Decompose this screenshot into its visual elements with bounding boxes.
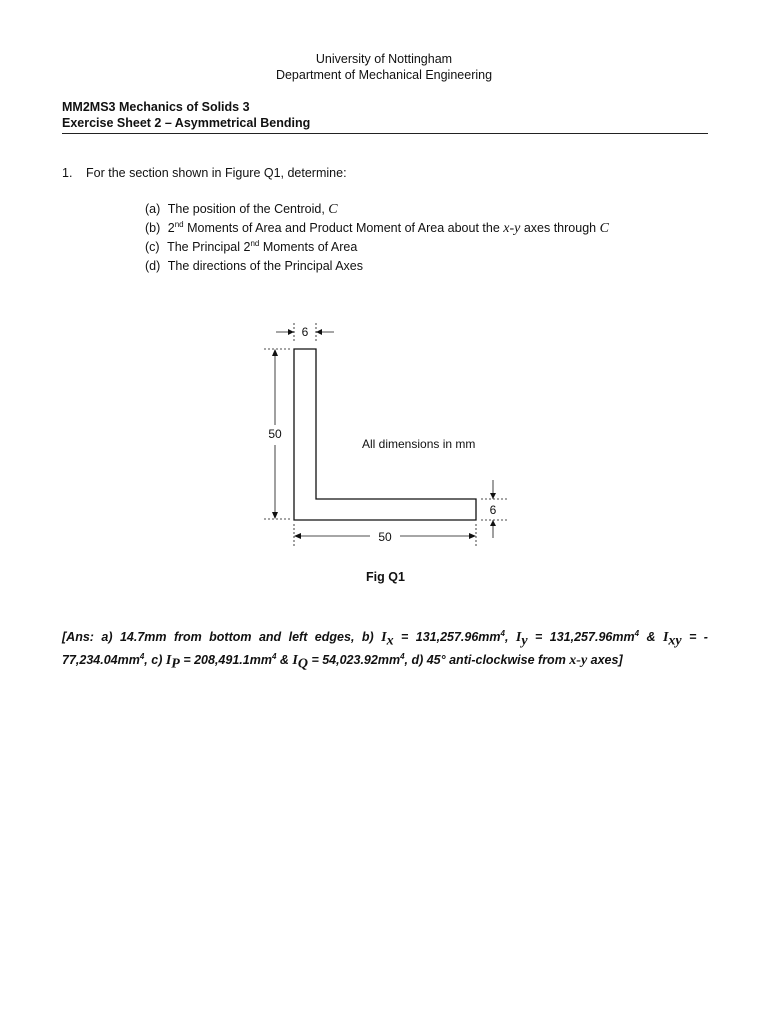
part-label: (d) (145, 259, 161, 273)
dim-label-left: 50 (268, 427, 282, 441)
part-text: The directions of the Principal Axes (167, 259, 364, 273)
part-text: Moments of Area (259, 240, 358, 254)
superscript: nd (174, 219, 184, 229)
arrowhead (469, 533, 476, 539)
ix-subscript: x (386, 633, 394, 649)
arrowhead (288, 329, 294, 335)
iq-subscript: Q (297, 656, 308, 672)
arrowhead (490, 493, 496, 499)
centroid-symbol: C (599, 221, 609, 236)
part-label: (c) (145, 240, 160, 254)
question-prompt: For the section shown in Figure Q1, determine: (86, 166, 347, 180)
exponent: 4 (500, 628, 505, 638)
part-label: (b) (145, 221, 161, 235)
part-text: The Principal 2 (167, 240, 251, 254)
iq-value: = 54,023.92mm (307, 653, 401, 667)
sheet-title: Exercise Sheet 2 – Asymmetrical Bending (62, 116, 311, 130)
university-name: University of Nottingham (315, 52, 453, 66)
part-text: The position of the Centroid, (167, 202, 329, 216)
exponent: 4 (139, 651, 145, 661)
arrowhead (490, 520, 496, 526)
part-text: 2 (167, 221, 175, 235)
l-section-outline (294, 349, 476, 520)
ix-symbol: I (381, 630, 387, 645)
ixy-value-cont: 77,234.04mm (62, 653, 140, 667)
superscript: nd (250, 238, 260, 248)
iy-value: = 131,257.96mm (527, 630, 635, 644)
ixy-symbol: I (662, 630, 669, 645)
separator: & (276, 653, 293, 667)
answer-text: axes] (587, 653, 623, 667)
arrowhead (272, 349, 278, 356)
ixy-value: = - (681, 630, 708, 644)
answer-line-2 (62, 650, 708, 671)
iy-symbol: I (515, 630, 522, 645)
arrowhead (316, 329, 322, 335)
dim-label-bottom: 50 (378, 530, 392, 544)
part-text: Moments of Area and Product Moment of Area about the (183, 221, 504, 235)
centroid-symbol: C (328, 202, 338, 217)
iq-symbol: I (292, 653, 298, 668)
answer-text: , d) 45° anti-clockwise from (404, 653, 570, 667)
part-text: axes through (520, 221, 600, 235)
ip-value: = 208,491.1mm (179, 653, 272, 667)
dim-label-top: 6 (301, 325, 309, 339)
part-label: (a) (145, 202, 161, 216)
arrowhead (294, 533, 301, 539)
ip-symbol: I (165, 653, 172, 668)
answer-line-1 (62, 627, 708, 648)
ip-subscript: P (171, 656, 180, 672)
question-number: 1. (62, 166, 73, 180)
axes-symbol: x-y (503, 221, 521, 236)
module-title: MM2MS3 Mechanics of Solids 3 (62, 100, 250, 114)
iy-subscript: y (521, 633, 528, 649)
exponent: 4 (634, 628, 640, 638)
exponent: 4 (271, 651, 277, 661)
arrowhead (272, 512, 278, 519)
answer-text: , c) (144, 653, 166, 667)
separator: & (639, 630, 663, 644)
figure-caption: Fig Q1 (366, 570, 405, 584)
ix-value: = 131,257.96mm (393, 630, 501, 644)
dim-label-right: 6 (489, 503, 497, 517)
department-name: Department of Mechanical Engineering (275, 68, 493, 82)
separator: , (505, 630, 516, 644)
dimensions-note: All dimensions in mm (362, 437, 476, 451)
answer-text: [Ans: a) 14.7mm from bottom and left edges, b) (62, 630, 382, 644)
axes-symbol: x-y (569, 653, 588, 668)
ixy-subscript: xy (668, 633, 682, 649)
exponent: 4 (400, 651, 405, 661)
